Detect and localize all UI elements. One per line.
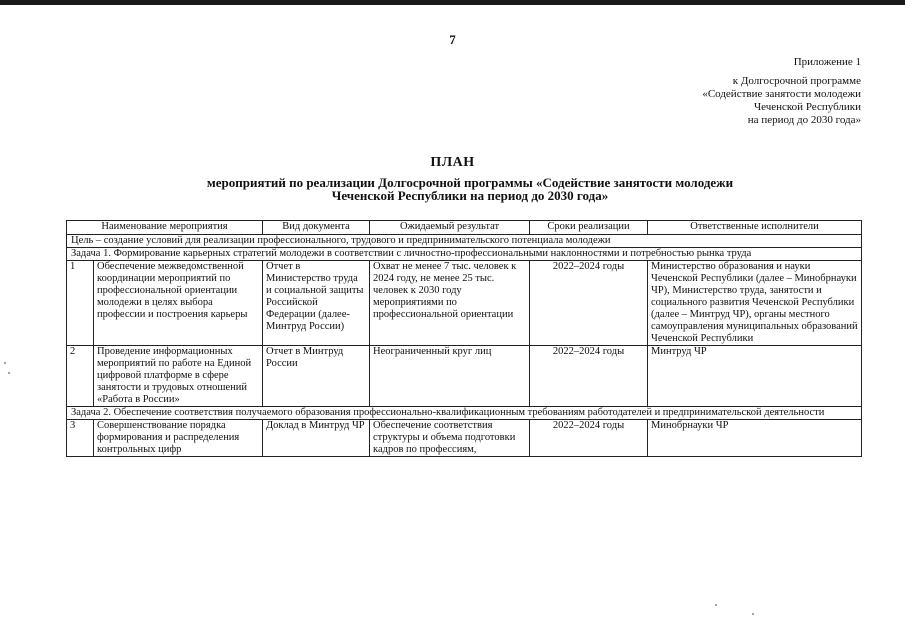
scan-speck (4, 362, 6, 364)
row-result: Неограниченный круг лиц (370, 346, 530, 407)
header-term: Сроки реализации (530, 221, 648, 235)
appendix-line: Чеченской Республики (753, 101, 861, 113)
scan-speck (8, 372, 10, 374)
page-number: 7 (449, 32, 456, 47)
plan-table (66, 220, 862, 457)
scan-speck (715, 604, 717, 606)
row-doc: Доклад в Минтруд ЧР (263, 420, 370, 457)
appendix-line: «Содействие занятости молодежи (702, 88, 861, 100)
row-exec: Министерство образования и науки Чеченской Республики (далее – Минобрнауки ЧР), Министерство труда, занятости и социального развития Чеченской Республики (далее – Минтруд ЧР), органы местного самоуправления муниципальных образований Чеченской Республики (648, 261, 862, 346)
header-result: Ожидаемый результат (370, 221, 530, 235)
task-1-cell: Задача 1. Формирование карьерных стратегий молодежи в соответствии с личностно-профессиональными наклонностями и потребностью рынка труда (67, 248, 862, 261)
appendix-line: на период до 2030 года» (747, 114, 861, 126)
table-row (67, 261, 862, 346)
row-number: 2 (67, 346, 94, 407)
goal-row (67, 235, 862, 248)
plan-subtitle-line: Чеченской Республики на период до 2030 года» (331, 188, 609, 203)
header-exec: Ответственные исполнители (648, 221, 862, 235)
scan-speck (752, 613, 754, 615)
header-doc: Вид документа (263, 221, 370, 235)
task-2-cell: Задача 2. Обеспечение соответствия получаемого образования профессионально-квалификационным требованиям работодателей и предпринимательской деятельности (67, 407, 862, 420)
scan-top-border (0, 0, 905, 5)
row-name: Проведение информационных мероприятий по работе на Единой цифровой платформе в сфере занятости и трудовых отношений «Работа в России» (94, 346, 263, 407)
goal-cell: Цель – создание условий для реализации профессионального, трудового и предпринимательского потенциала молодежи (67, 235, 862, 248)
row-term: 2022–2024 годы (530, 261, 648, 346)
row-result: Обеспечение соответствия структуры и объема подготовки кадров по профессиям, (370, 420, 530, 457)
task-row (67, 248, 862, 261)
plan-subtitle-line: мероприятий по реализации Долгосрочной программы «Содействие занятости молодежи (206, 175, 734, 190)
row-name: Обеспечение межведомственной координации мероприятий по профессиональной ориентации молодежи в целях выбора профессии и построения карьеры (94, 261, 263, 346)
row-term: 2022–2024 годы (530, 346, 648, 407)
row-number: 1 (67, 261, 94, 346)
row-result: Охват не менее 7 тыс. человек к 2024 году, не менее 25 тыс. человек к 2030 году мероприятиями по профессиональной ориентации (370, 261, 530, 346)
appendix-title: Приложение 1 (793, 56, 861, 68)
row-term: 2022–2024 годы (530, 420, 648, 457)
row-name: Совершенствование порядка формирования и распределения контрольных цифр (94, 420, 263, 457)
row-doc: Отчет в Министерство труда и социальной защиты Российской Федерации (далее-Минтруд России) (263, 261, 370, 346)
task-row (67, 407, 862, 420)
table-row (67, 420, 862, 457)
appendix-block (702, 56, 861, 127)
header-name: Наименование мероприятия (67, 221, 263, 235)
plan-title: ПЛАН (430, 155, 475, 170)
table-row (67, 346, 862, 407)
row-exec: Минобрнауки ЧР (648, 420, 862, 457)
appendix-line: к Долгосрочной программе (732, 75, 861, 87)
table-header-row (67, 221, 862, 235)
row-exec: Минтруд ЧР (648, 346, 862, 407)
row-number: 3 (67, 420, 94, 457)
row-doc: Отчет в Минтруд России (263, 346, 370, 407)
plan-subtitle (150, 176, 790, 202)
